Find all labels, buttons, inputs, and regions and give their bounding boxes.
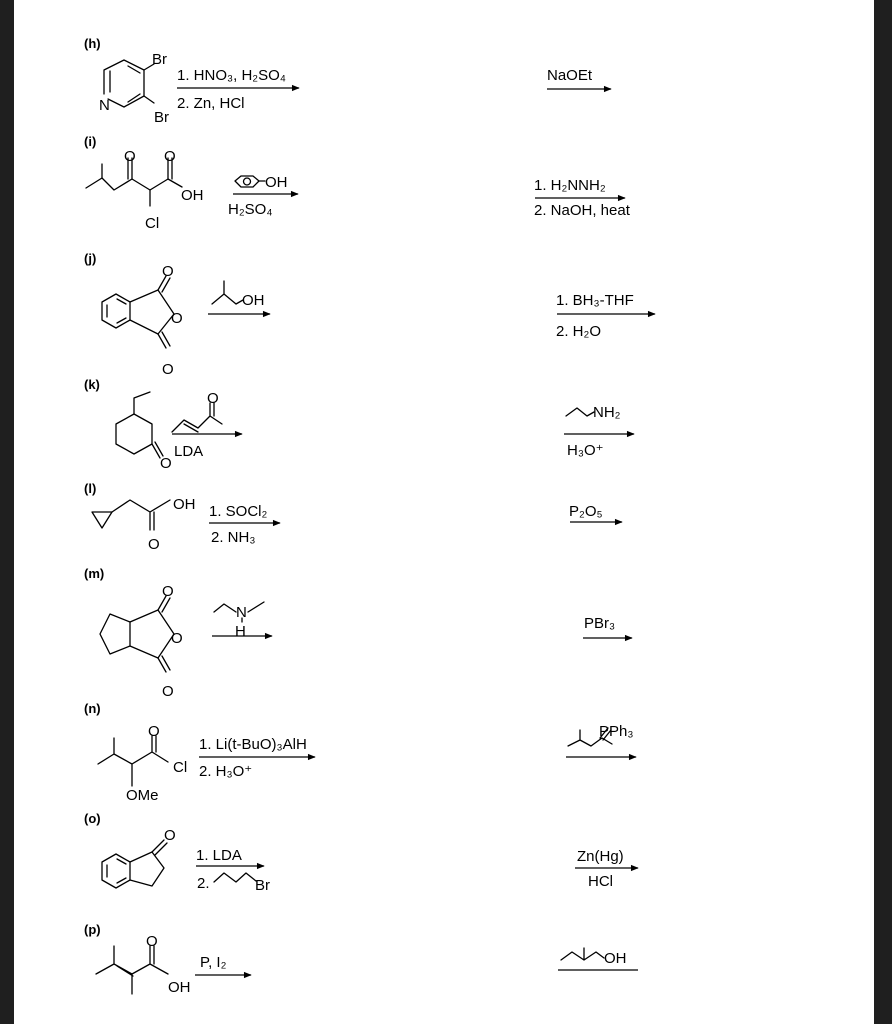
- atom-oh: OH: [168, 979, 191, 996]
- reagent-step2-acid: H₃O⁺: [567, 442, 604, 459]
- reagent-step2-line1: Zn(Hg): [577, 848, 624, 865]
- worksheet-page: [14, 0, 874, 1024]
- atom-o: O: [148, 536, 160, 553]
- problem-label: (i): [84, 134, 97, 149]
- atom-ome: OMe: [126, 787, 159, 804]
- methoxy-acid-chloride-structure: [98, 723, 187, 804]
- atom-h: H: [235, 623, 246, 640]
- reagent-step1-line1: 1. LDA: [196, 847, 242, 864]
- atom-o: O: [146, 933, 158, 950]
- atom-pph3: PPh₃: [599, 723, 634, 740]
- sec-butylamine-structure: [566, 404, 621, 421]
- problem-n: [84, 701, 636, 804]
- dibromopyridine-structure: [99, 51, 169, 126]
- reagent-step2-line2: 2. NaOH, heat: [534, 202, 630, 219]
- problem-h: [84, 36, 611, 126]
- reagent-step2-line2: 2. H₂O: [556, 323, 601, 340]
- reagent-step2: P₂O₅: [569, 503, 603, 520]
- reagent-step2-line2: HCl: [588, 873, 613, 890]
- atom-n: N: [236, 604, 247, 621]
- methylcyclohexanone-structure: [116, 392, 172, 472]
- atom-o: O: [164, 827, 176, 844]
- reagent-step1-lda: LDA: [174, 443, 204, 460]
- chloro-ketoacid-structure: [86, 148, 204, 232]
- atom-n: N: [99, 97, 110, 114]
- problem-label: (j): [84, 251, 97, 266]
- atom-o: O: [160, 455, 172, 472]
- reagent-step1-line2: 2.: [197, 875, 210, 892]
- atom-o-ring: O: [171, 310, 183, 327]
- reagent-step2-line1: 1. BH₃-THF: [556, 292, 634, 309]
- reagent-step1-line2: 2. Zn, HCl: [177, 95, 245, 112]
- reagent-step2: NaOEt: [547, 67, 593, 84]
- reagent-step1-line1: 1. Li(t-BuO)₃AlH: [199, 736, 307, 753]
- atom-oh: OH: [604, 950, 627, 967]
- problem-o: [84, 811, 638, 894]
- atom-oh: OH: [173, 496, 196, 513]
- atom-cl: Cl: [173, 759, 188, 776]
- problem-m: [84, 566, 632, 700]
- problem-k: [84, 377, 634, 472]
- atom-o: O: [207, 390, 219, 407]
- atom-o-bottom: O: [162, 683, 174, 700]
- reagent-step1-line2: 2. NH₃: [211, 529, 256, 546]
- reagent-step1-line2: 2. H₃O⁺: [199, 763, 253, 780]
- ethylmethylamine-structure: [214, 602, 264, 640]
- ylide-structure: [568, 723, 633, 746]
- atom-nh2: NH₂: [593, 404, 621, 421]
- reagent-step2: PBr₃: [584, 615, 616, 632]
- isobutyl-bromide-structure: [214, 873, 270, 894]
- problem-l: [84, 481, 622, 553]
- problem-label: (m): [84, 566, 105, 581]
- phenol-structure: [235, 174, 288, 191]
- dimethylacrylic-acid-structure: [96, 933, 191, 996]
- reagent-step1-line1: 1. HNO₃, H₂SO₄: [177, 67, 286, 84]
- problem-label: (p): [84, 922, 101, 937]
- atom-o-acid: O: [164, 148, 176, 165]
- reagent-step1-line1: 1. SOCl₂: [209, 503, 268, 520]
- atom-o: O: [148, 723, 160, 740]
- cyclopropylacetic-acid-structure: [92, 496, 196, 553]
- atom-br-top: Br: [152, 51, 167, 68]
- reaction-scheme: [14, 0, 874, 1024]
- problem-label: (l): [84, 481, 97, 496]
- atom-o-ring: O: [171, 630, 183, 647]
- reagent-step2-line1: 1. H₂NNH₂: [534, 177, 606, 194]
- reagent-step1: P, I₂: [200, 954, 227, 971]
- phthalic-anhydride-structure: [102, 263, 183, 378]
- problem-j: [84, 251, 655, 378]
- atom-oh: OH: [242, 292, 265, 309]
- atom-oh: OH: [265, 174, 288, 191]
- reagent-step1-line2: H₂SO₄: [228, 201, 273, 218]
- problem-label: (h): [84, 36, 101, 51]
- indanone-structure: [102, 827, 176, 888]
- atom-br-bottom: Br: [154, 109, 169, 126]
- atom-oh: OH: [181, 187, 204, 204]
- atom-cl: Cl: [145, 215, 160, 232]
- problem-label: (k): [84, 377, 100, 392]
- atom-o-top: O: [162, 263, 174, 280]
- bicyclic-anhydride-structure: [100, 583, 183, 700]
- butanol-structure: [561, 948, 627, 967]
- mvk-structure: [172, 390, 222, 432]
- atom-o-bottom: O: [162, 361, 174, 378]
- problem-i: [84, 134, 631, 232]
- problem-p: [84, 922, 638, 996]
- atom-o-top: O: [162, 583, 174, 600]
- isopropanol-structure: [212, 281, 265, 309]
- problem-label: (o): [84, 811, 101, 826]
- atom-br: Br: [255, 877, 270, 894]
- atom-o-ketone: O: [124, 148, 136, 165]
- problem-label: (n): [84, 701, 101, 716]
